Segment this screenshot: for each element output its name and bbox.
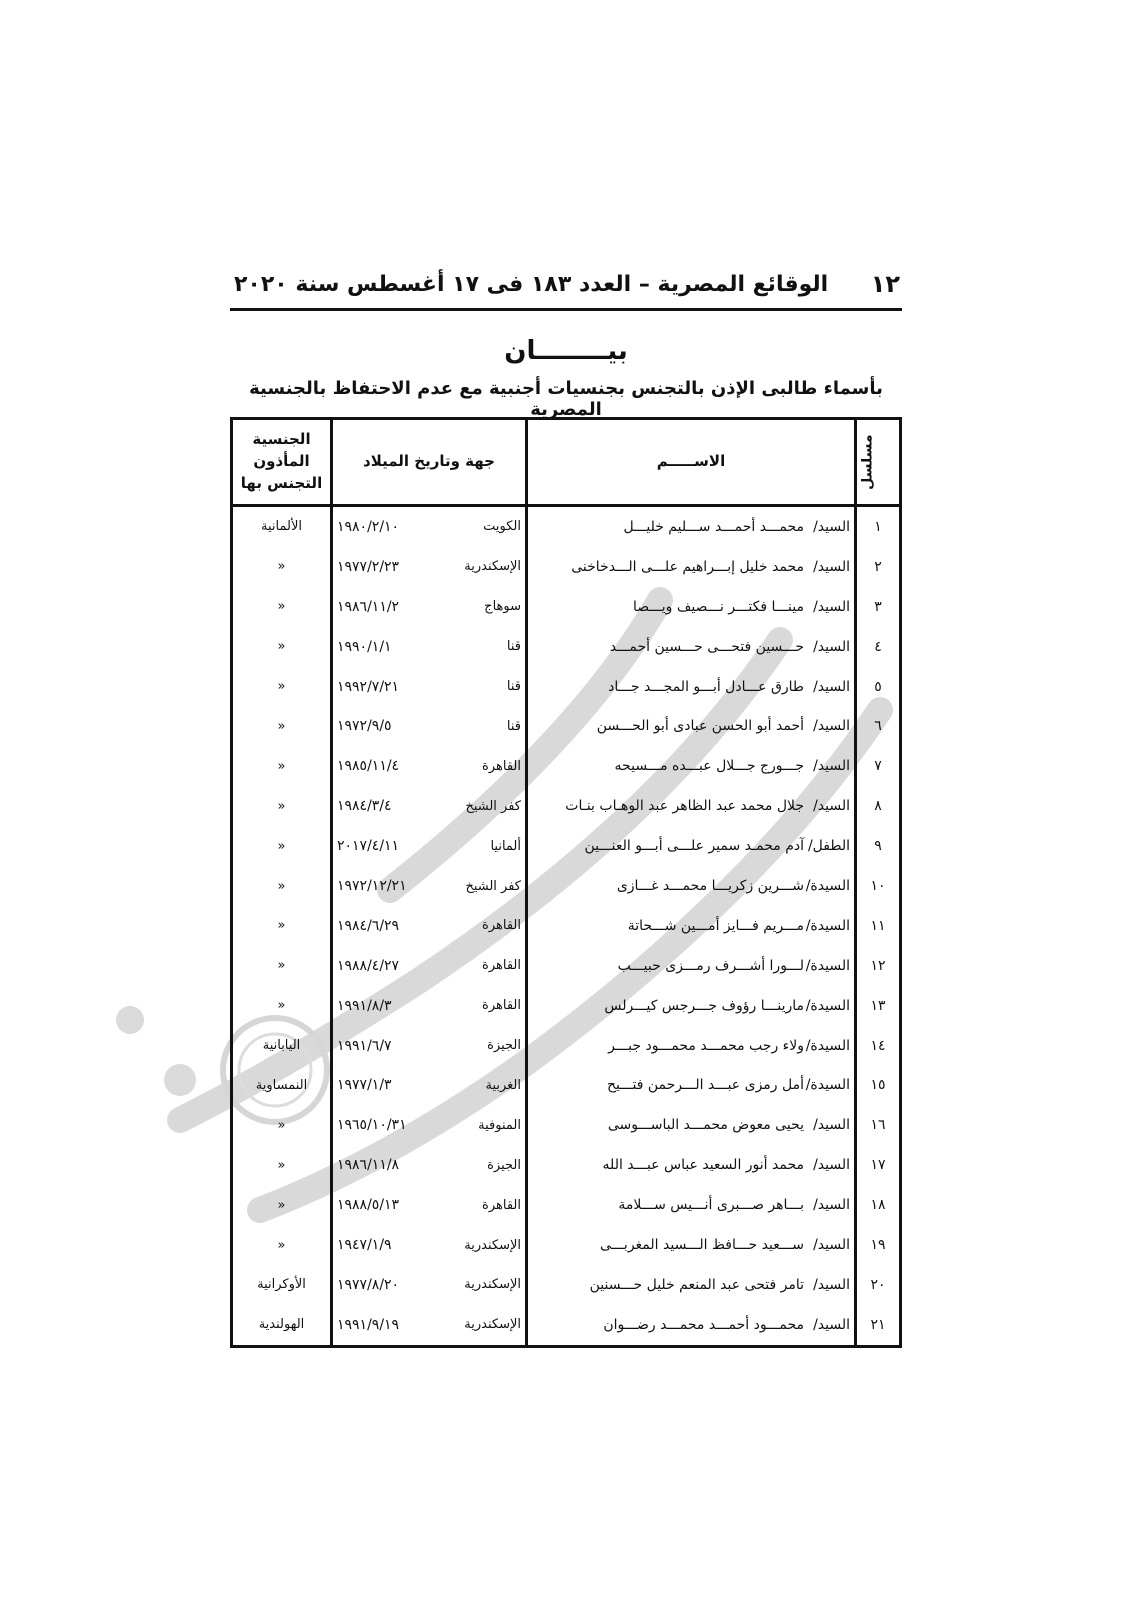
row-birth-date: ١٩٧٧/١/٣	[337, 1077, 392, 1094]
row-birth-place: سوهاج	[484, 599, 521, 615]
table-row	[233, 1066, 899, 1106]
row-name-cell	[527, 986, 856, 1026]
row-nationality: «	[277, 958, 286, 974]
row-title: السيد/	[813, 1237, 850, 1254]
row-serial: ٤	[856, 627, 900, 667]
row-serial: ٢١	[856, 1305, 900, 1345]
table-row	[233, 627, 899, 667]
row-title: السيد/	[813, 518, 850, 535]
row-name-cell	[527, 906, 856, 946]
row-serial: ١٧	[856, 1145, 900, 1185]
row-nationality: النمساوية	[255, 1077, 308, 1093]
row-birth-place: الإسكندرية	[464, 1317, 521, 1333]
row-birth-cell	[332, 627, 527, 667]
row-serial: ١١	[856, 906, 900, 946]
row-birth-place: الغربية	[485, 1077, 521, 1093]
row-title: السيدة/	[805, 957, 850, 974]
row-birth-cell	[332, 906, 527, 946]
row-nationality: «	[277, 1157, 286, 1173]
table-row	[233, 1105, 899, 1145]
row-nationality: الهولندية	[258, 1317, 305, 1333]
row-serial: ١٨	[856, 1185, 900, 1225]
row-nationality: «	[277, 639, 286, 655]
row-serial: ١٠	[856, 866, 900, 906]
row-name-cell	[527, 667, 856, 707]
row-title: السيد/	[813, 798, 850, 815]
row-birth-date: ١٩٩١/٦/٧	[337, 1037, 392, 1054]
row-name-cell	[527, 547, 856, 587]
row-name-cell	[527, 866, 856, 906]
row-name-cell	[527, 1105, 856, 1145]
row-birth-place: القاهرة	[482, 1197, 521, 1213]
row-nationality: «	[277, 798, 286, 814]
row-birth-place: قنا	[506, 679, 521, 695]
table-row	[233, 707, 899, 747]
row-serial: ١٩	[856, 1225, 900, 1265]
row-birth-date: ١٩٧٢/٩/٥	[337, 718, 392, 735]
row-birth-place: المنوفية	[478, 1117, 521, 1133]
row-name-cell	[527, 1225, 856, 1265]
row-nationality: «	[277, 679, 286, 695]
row-name: محمد خليل إبـــراهيم علـــى الـــدخاخنى	[571, 558, 804, 575]
row-title: السيد/	[813, 1117, 850, 1134]
row-birth-place: الجيزة	[487, 1157, 521, 1173]
table-row	[233, 986, 899, 1026]
row-name-cell	[527, 627, 856, 667]
row-nationality: «	[277, 599, 286, 615]
row-nationality: «	[277, 838, 286, 854]
row-name-cell	[527, 587, 856, 627]
row-nationality: اليابانية	[262, 1038, 301, 1054]
row-nationality: «	[277, 1237, 286, 1253]
row-name: آدم محمـد سمير علـــى أبـــو العنـــين	[584, 838, 804, 855]
table-row	[233, 1185, 899, 1225]
row-birth-cell	[332, 667, 527, 707]
row-name: بـــاهر صـــبرى أنـــيس ســـلامة	[618, 1197, 804, 1214]
table-row	[233, 906, 899, 946]
row-serial: ١٤	[856, 1026, 900, 1066]
row-birth-date: ١٩٨٦/١١/٨	[337, 1157, 400, 1174]
table-row	[233, 1225, 899, 1265]
row-title: السيدة/	[805, 997, 850, 1014]
table-row	[233, 1026, 899, 1066]
row-name: تامر فتحى عبد المنعم خليل حـــسنين	[589, 1276, 804, 1293]
row-nationality: «	[277, 1197, 286, 1213]
row-name: محمـــد أحمـــد ســـليم خليـــل	[623, 518, 804, 535]
row-birth-cell	[332, 587, 527, 627]
row-birth-date: ١٩٨٨/٤/٢٧	[337, 957, 400, 974]
table-body	[233, 506, 899, 1346]
row-name: طارق عـــادل أبـــو المجـــد جـــاد	[608, 678, 804, 695]
row-name-cell	[527, 1185, 856, 1225]
row-birth-date: ١٩٧٧/٨/٢٠	[337, 1276, 400, 1293]
row-birth-date: ١٩٧٢/١٢/٢١	[337, 878, 407, 895]
row-birth-cell	[332, 1145, 527, 1185]
row-serial: ٢٠	[856, 1265, 900, 1305]
row-name: جلال محمد عبد الظاهر عبد الوهـاب بنـات	[565, 798, 804, 815]
row-birth-place: الإسكندرية	[464, 1237, 521, 1253]
header-serial: مسلسل	[856, 420, 900, 506]
row-serial: ١	[856, 506, 900, 547]
row-birth-date: ١٩٩١/٨/٣	[337, 997, 392, 1014]
row-name-cell	[527, 707, 856, 747]
row-birth-date: ١٩٧٧/٢/٢٣	[337, 558, 400, 575]
table-row	[233, 826, 899, 866]
row-serial: ٨	[856, 786, 900, 826]
table-row	[233, 667, 899, 707]
row-title: السيد/	[813, 558, 850, 575]
row-nationality: «	[277, 718, 286, 734]
row-name: ولاء رجب محمـــد محمـــود جبـــر	[608, 1037, 804, 1054]
row-name: أمل رمزى عبـــد الـــرحمن فتـــيح	[606, 1077, 804, 1094]
row-nationality: الأوكرانية	[257, 1277, 306, 1293]
row-nationality: «	[277, 559, 286, 575]
row-birth-place: القاهرة	[482, 958, 521, 974]
row-serial: ٧	[856, 746, 900, 786]
row-name: مينـــا فكتـــر نـــصيف ويـــصا	[633, 598, 804, 615]
applicants-table	[230, 417, 902, 1348]
table-row	[233, 587, 899, 627]
row-birth-date: ١٩٨٠/٢/١٠	[337, 518, 400, 535]
row-birth-cell	[332, 866, 527, 906]
row-title: السيد/	[813, 1316, 850, 1333]
row-birth-place: القاهرة	[482, 998, 521, 1014]
row-nationality: «	[277, 1117, 286, 1133]
row-title: السيد/	[813, 718, 850, 735]
row-name: جـــورج جـــلال عبـــده مـــسيحه	[614, 758, 804, 775]
row-birth-place: الإسكندرية	[464, 1277, 521, 1293]
row-birth-place: القاهرة	[482, 758, 521, 774]
row-title: السيد/	[813, 678, 850, 695]
row-birth-place: كفر الشيخ	[465, 878, 521, 894]
row-title: السيد/	[813, 758, 850, 775]
row-title: السيدة/	[805, 1077, 850, 1094]
row-name: لـــورا أشـــرف رمـــزى حبيـــب	[617, 957, 804, 974]
row-birth-cell	[332, 506, 527, 547]
row-birth-date: ١٩٩٢/٧/٢١	[337, 678, 400, 695]
row-name-cell	[527, 1265, 856, 1305]
row-birth-cell	[332, 707, 527, 747]
row-name-cell	[527, 786, 856, 826]
row-name-cell	[527, 1026, 856, 1066]
table-row	[233, 746, 899, 786]
header-nationality: الجنسية المأذون التجنس بها	[233, 420, 332, 506]
row-name: شـــرين زكريـــا محمـــد غـــازى	[616, 878, 804, 895]
row-birth-cell	[332, 1185, 527, 1225]
row-title: السيد/	[813, 1157, 850, 1174]
row-serial: ١٢	[856, 946, 900, 986]
header-birth: جهة وتاريخ الميلاد	[332, 420, 527, 506]
row-birth-cell	[332, 746, 527, 786]
row-birth-cell	[332, 786, 527, 826]
table-row	[233, 786, 899, 826]
document-subtitle: بأسماء طالبى الإذن بالتجنس بجنسيات أجنبية مع عدم الاحتفاظ بالجنسية المصرية	[249, 378, 883, 420]
table-row	[233, 1145, 899, 1185]
row-name: حـــسين فتحـــى حـــسين أحمـــد	[609, 638, 804, 655]
row-birth-place: قنا	[506, 718, 521, 734]
row-nationality: «	[277, 998, 286, 1014]
row-birth-cell	[332, 1225, 527, 1265]
row-name: محمد أنور السعيد عباس عبـــد الله	[602, 1157, 804, 1174]
row-birth-date: ١٩٨٤/٣/٤	[337, 798, 392, 815]
row-name-cell	[527, 1066, 856, 1106]
row-name: مـــريم فـــايز أمـــين شـــحاتة	[627, 917, 804, 934]
header-name: الاســـــم	[527, 420, 856, 506]
row-birth-date: ١٩٨٥/١١/٤	[337, 758, 400, 775]
row-birth-cell	[332, 547, 527, 587]
row-nationality: الألمانية	[261, 519, 302, 535]
row-nationality: «	[277, 878, 286, 894]
row-birth-cell	[332, 1265, 527, 1305]
row-serial: ٥	[856, 667, 900, 707]
gazette-issue-line: الوقائع المصرية – العدد ١٨٣ فى ١٧ أغسطس سنة ٢٠٢٠	[234, 271, 829, 297]
table-header-row	[233, 420, 899, 506]
row-birth-cell	[332, 1066, 527, 1106]
row-birth-cell	[332, 986, 527, 1026]
row-name-cell	[527, 946, 856, 986]
row-birth-date: ١٩٨٨/٥/١٣	[337, 1197, 400, 1214]
row-name: محمـــود أحمـــد محمـــد رضـــوان	[603, 1316, 804, 1333]
row-title: السيد/	[813, 1197, 850, 1214]
table-row	[233, 1305, 899, 1345]
row-nationality: «	[277, 918, 286, 934]
table-row	[233, 547, 899, 587]
row-serial: ٩	[856, 826, 900, 866]
row-serial: ٦	[856, 707, 900, 747]
row-birth-place: قنا	[506, 639, 521, 655]
table-row	[233, 866, 899, 906]
row-title: السيد/	[813, 638, 850, 655]
table-row	[233, 946, 899, 986]
row-name-cell	[527, 1305, 856, 1345]
row-title: الطفل/	[807, 838, 850, 855]
row-birth-cell	[332, 946, 527, 986]
row-birth-date: ١٩٦٥/١٠/٣١	[337, 1117, 407, 1134]
row-birth-place: الإسكندرية	[464, 559, 521, 575]
row-birth-place: الكويت	[483, 519, 521, 535]
row-birth-place: القاهرة	[482, 918, 521, 934]
row-title: السيد/	[813, 598, 850, 615]
row-title: السيدة/	[805, 878, 850, 895]
row-serial: ١٥	[856, 1066, 900, 1106]
row-name-cell	[527, 826, 856, 866]
row-serial: ٢	[856, 547, 900, 587]
row-name: ســـعيد حـــافظ الـــسيد المغربـــى	[599, 1237, 804, 1254]
row-name-cell	[527, 746, 856, 786]
row-title: السيد/	[813, 1276, 850, 1293]
row-birth-date: ١٩٩١/٩/١٩	[337, 1316, 400, 1333]
document-title: بيــــــــان	[504, 336, 628, 366]
row-birth-date: ٢٠١٧/٤/١١	[337, 838, 400, 855]
page-header	[230, 260, 902, 311]
row-birth-date: ١٩٩٠/١/١	[337, 638, 392, 655]
row-name-cell	[527, 506, 856, 547]
table-row	[233, 506, 899, 547]
row-name-cell	[527, 1145, 856, 1185]
row-nationality: «	[277, 758, 286, 774]
row-birth-cell	[332, 826, 527, 866]
row-serial: ٣	[856, 587, 900, 627]
table-row	[233, 1265, 899, 1305]
row-birth-place: الجيزة	[487, 1038, 521, 1054]
row-serial: ١٦	[856, 1105, 900, 1145]
row-birth-cell	[332, 1105, 527, 1145]
page-number: ١٢	[870, 270, 900, 298]
row-birth-cell	[332, 1026, 527, 1066]
row-birth-place: كفر الشيخ	[465, 798, 521, 814]
row-serial: ١٣	[856, 986, 900, 1026]
row-birth-date: ١٩٨٤/٦/٢٩	[337, 917, 400, 934]
row-name: مارينـــا رؤوف جـــرجس كيـــرلس	[604, 997, 804, 1014]
row-birth-date: ١٩٤٧/١/٩	[337, 1237, 392, 1254]
row-birth-place: ألمانيا	[490, 838, 521, 854]
row-name: أحمد أبو الحسن عبادى أبو الحـــسن	[596, 718, 804, 735]
row-name: يحيى معوض محمـــد الباســـوسى	[607, 1117, 804, 1134]
row-title: السيدة/	[805, 1037, 850, 1054]
row-birth-date: ١٩٨٦/١١/٢	[337, 598, 400, 615]
row-birth-cell	[332, 1305, 527, 1345]
row-title: السيدة/	[805, 917, 850, 934]
